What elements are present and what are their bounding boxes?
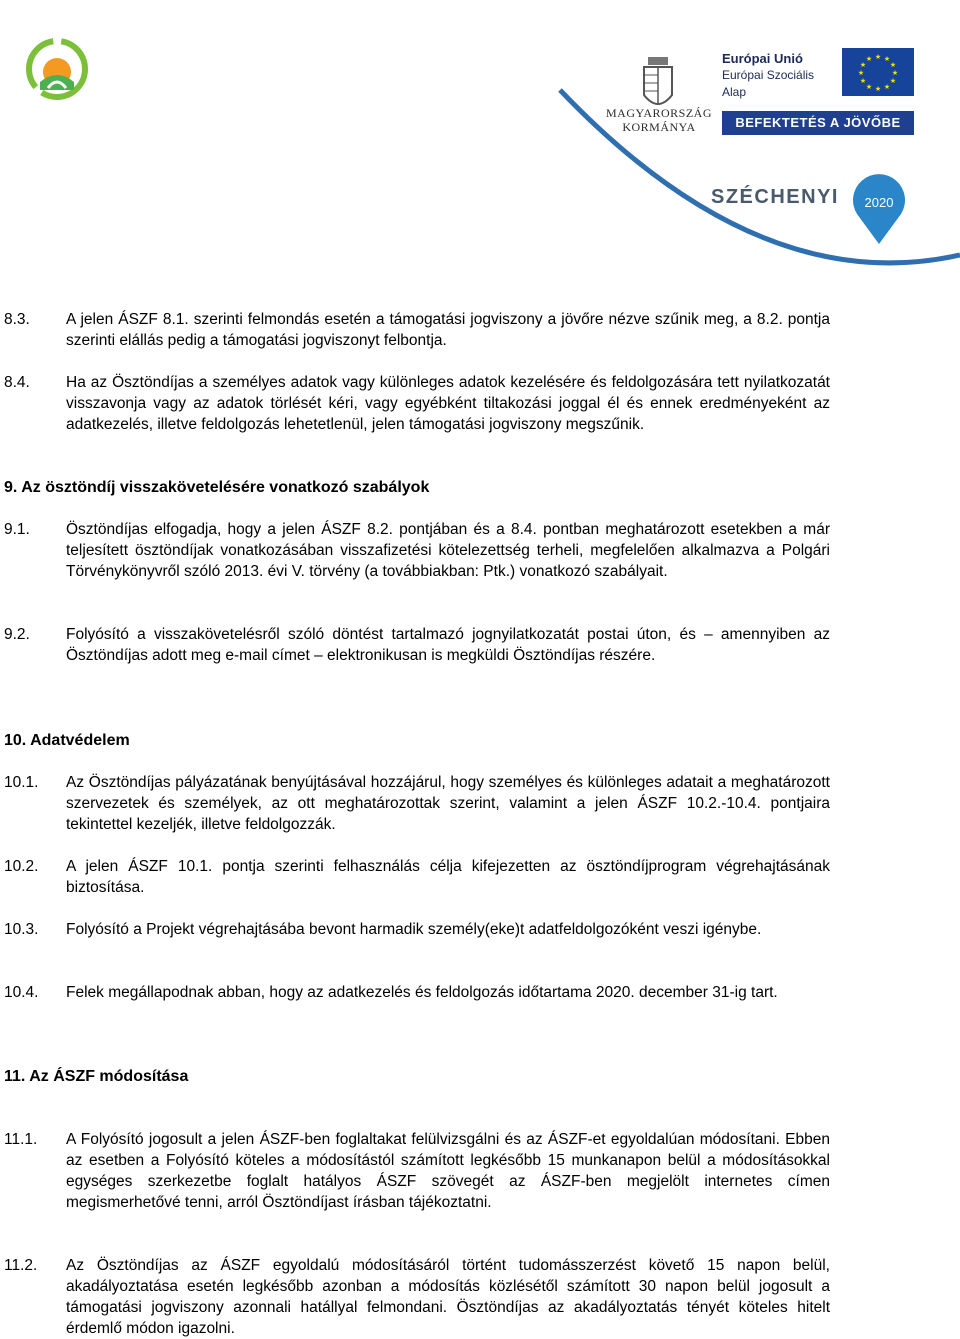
paragraph-text: Felek megállapodnak abban, hogy az adatkezelés és feldolgozás időtartama 2020. december 31-ig tart. — [66, 984, 778, 1001]
gov-text-line1: MAGYARORSZÁG — [605, 106, 712, 120]
section-heading-9: 9. Az ösztöndíj visszakövetelésére vonatkozó szabályok — [4, 479, 430, 496]
svg-text:★: ★ — [857, 69, 865, 77]
svg-text:★: ★ — [874, 53, 882, 61]
section-heading-11: 11. Az ÁSZF módosítása — [4, 1068, 189, 1085]
paragraph-text: A jelen ÁSZF 8.1. szerinti felmondás esetén a támogatási jogviszony a jövőre nézve szűnik meg, a 8.2. pontja szerinti elállás pedig a támogatási jogviszonyt felbontja. — [66, 311, 830, 349]
paragraph-text: Folyósító a visszakövetelésről szóló döntést tartalmazó jognyilatkozatát postai úton, és – amennyiben az Ösztöndíjas adott meg e-mail címet – elektronikusan is megküldi Ösztöndíjas részére. — [66, 626, 830, 664]
svg-text:★: ★ — [859, 61, 867, 69]
svg-text:★: ★ — [883, 83, 891, 91]
szechenyi-year: 2020 — [864, 195, 894, 210]
svg-text:★: ★ — [865, 83, 873, 91]
eu-title: Európai Unió — [722, 51, 803, 66]
svg-text:★: ★ — [891, 69, 899, 77]
page-header — [0, 0, 960, 290]
szechenyi-wordmark: SZÉCHENYI — [711, 186, 839, 208]
eu-flag-icon — [842, 48, 914, 96]
paragraph-number: 8.4. — [4, 374, 30, 391]
svg-text:★: ★ — [874, 85, 882, 93]
header-arc-decoration — [0, 0, 960, 290]
paragraph-text: Ha az Ösztöndíjas a személyes adatok vagy különleges adatok kezelésére és feldolgozására tett nyilatkozatát visszavonja vagy az adatok törlését kéri, vagy egyébként tiltakozási joggal él és ennek eredményeként az adatkezelés, illetve feldolgozás lehetetlenül, jelen támogatási jogviszony megszűnik. — [66, 374, 830, 433]
paragraph-number: 8.3. — [4, 311, 30, 328]
invest-banner: BEFEKTETÉS A JÖVŐBE — [722, 111, 914, 135]
svg-text:★: ★ — [865, 55, 873, 63]
scholarship-logo-icon — [26, 38, 88, 100]
paragraph-number: 11.2. — [4, 1257, 38, 1274]
paragraph-text: A jelen ÁSZF 10.1. pontja szerinti felhasználás célja kifejezetten az ösztöndíjprogram végrehajtásának biztosítása. — [66, 858, 830, 896]
paragraph-number: 10.2. — [4, 858, 39, 875]
paragraph-number: 10.4. — [4, 984, 39, 1001]
paragraph-number: 9.2. — [4, 626, 30, 643]
paragraph-text: Az Ösztöndíjas az ÁSZF egyoldalú módosításáról történt tudomásszerzést követő 15 napon belül, akadályoztatása esetén legkésőbb azonban a módosítás közlésétől számított 30 napon belül jogosult a támogatási jogviszony azonnali hatállyal felmondani. Ösztöndíjas az akadályoztatás tényét köteles hitelt érdemlő módon igazolni. — [66, 1257, 830, 1337]
paragraph-number: 10.1. — [4, 774, 39, 791]
eu-line2: Európai Szociális — [722, 68, 815, 82]
paragraph-text: Folyósító a Projekt végrehajtásába bevont harmadik személy(eke)t adatfeldolgozóként veszi igénybe. — [66, 921, 762, 938]
government-label — [604, 106, 714, 134]
paragraph-number: 10.3. — [4, 921, 39, 938]
paragraph-text: Ösztöndíjas elfogadja, hogy a jelen ÁSZF 8.2. pontjában és a 8.4. pontban meghatározott esetekben a már teljesített ösztöndíjak vonatkozásában visszafizetési kötelezettség terheli, megfelelően alkalmazva a Polgári Törvénykönyvről szóló 2013. évi V. törvény (a továbbiakban: Ptk.) vonatkozó szabályait. — [66, 521, 830, 580]
section-heading-10: 10. Adatvédelem — [4, 732, 130, 749]
eu-line3: Alap — [722, 85, 747, 99]
paragraph-number: 9.1. — [4, 521, 30, 538]
paragraph-text: A Folyósító jogosult a jelen ÁSZF-ben foglaltakat felülvizsgálni és az ÁSZF-et egyoldalúan módosítani. Ebben az esetben a Folyósító köteles a módosítástól számított legkésőbb 15 munkanapon belül a módosításokkal egységes szerkezetbe foglalt hatályos ÁSZF szövegét az ÁSZF-ben megjelölt internetes címen megismerhetővé tenni, arról Ösztöndíjast írásban tájékoztatni. — [66, 1131, 830, 1211]
szechenyi-pin-icon — [847, 170, 911, 246]
svg-text:★: ★ — [889, 61, 897, 69]
paragraph-text: Az Ösztöndíjas pályázatának benyújtásával hozzájárul, hogy személyes és különleges adatait a meghatározott szervezetek és személyek, az ott meghatározottak szerint, valamint a jelen ÁSZF 10.2.-10.4. pontjaira tekintettel kezeljék, illetve feldolgozzák. — [66, 774, 830, 833]
gov-text-line2: KORMÁNYA — [622, 120, 696, 134]
paragraph-number: 11.1. — [4, 1131, 38, 1148]
eu-label — [722, 50, 814, 101]
svg-text:★: ★ — [889, 77, 897, 85]
svg-text:★: ★ — [859, 77, 867, 85]
svg-text:★: ★ — [883, 55, 891, 63]
